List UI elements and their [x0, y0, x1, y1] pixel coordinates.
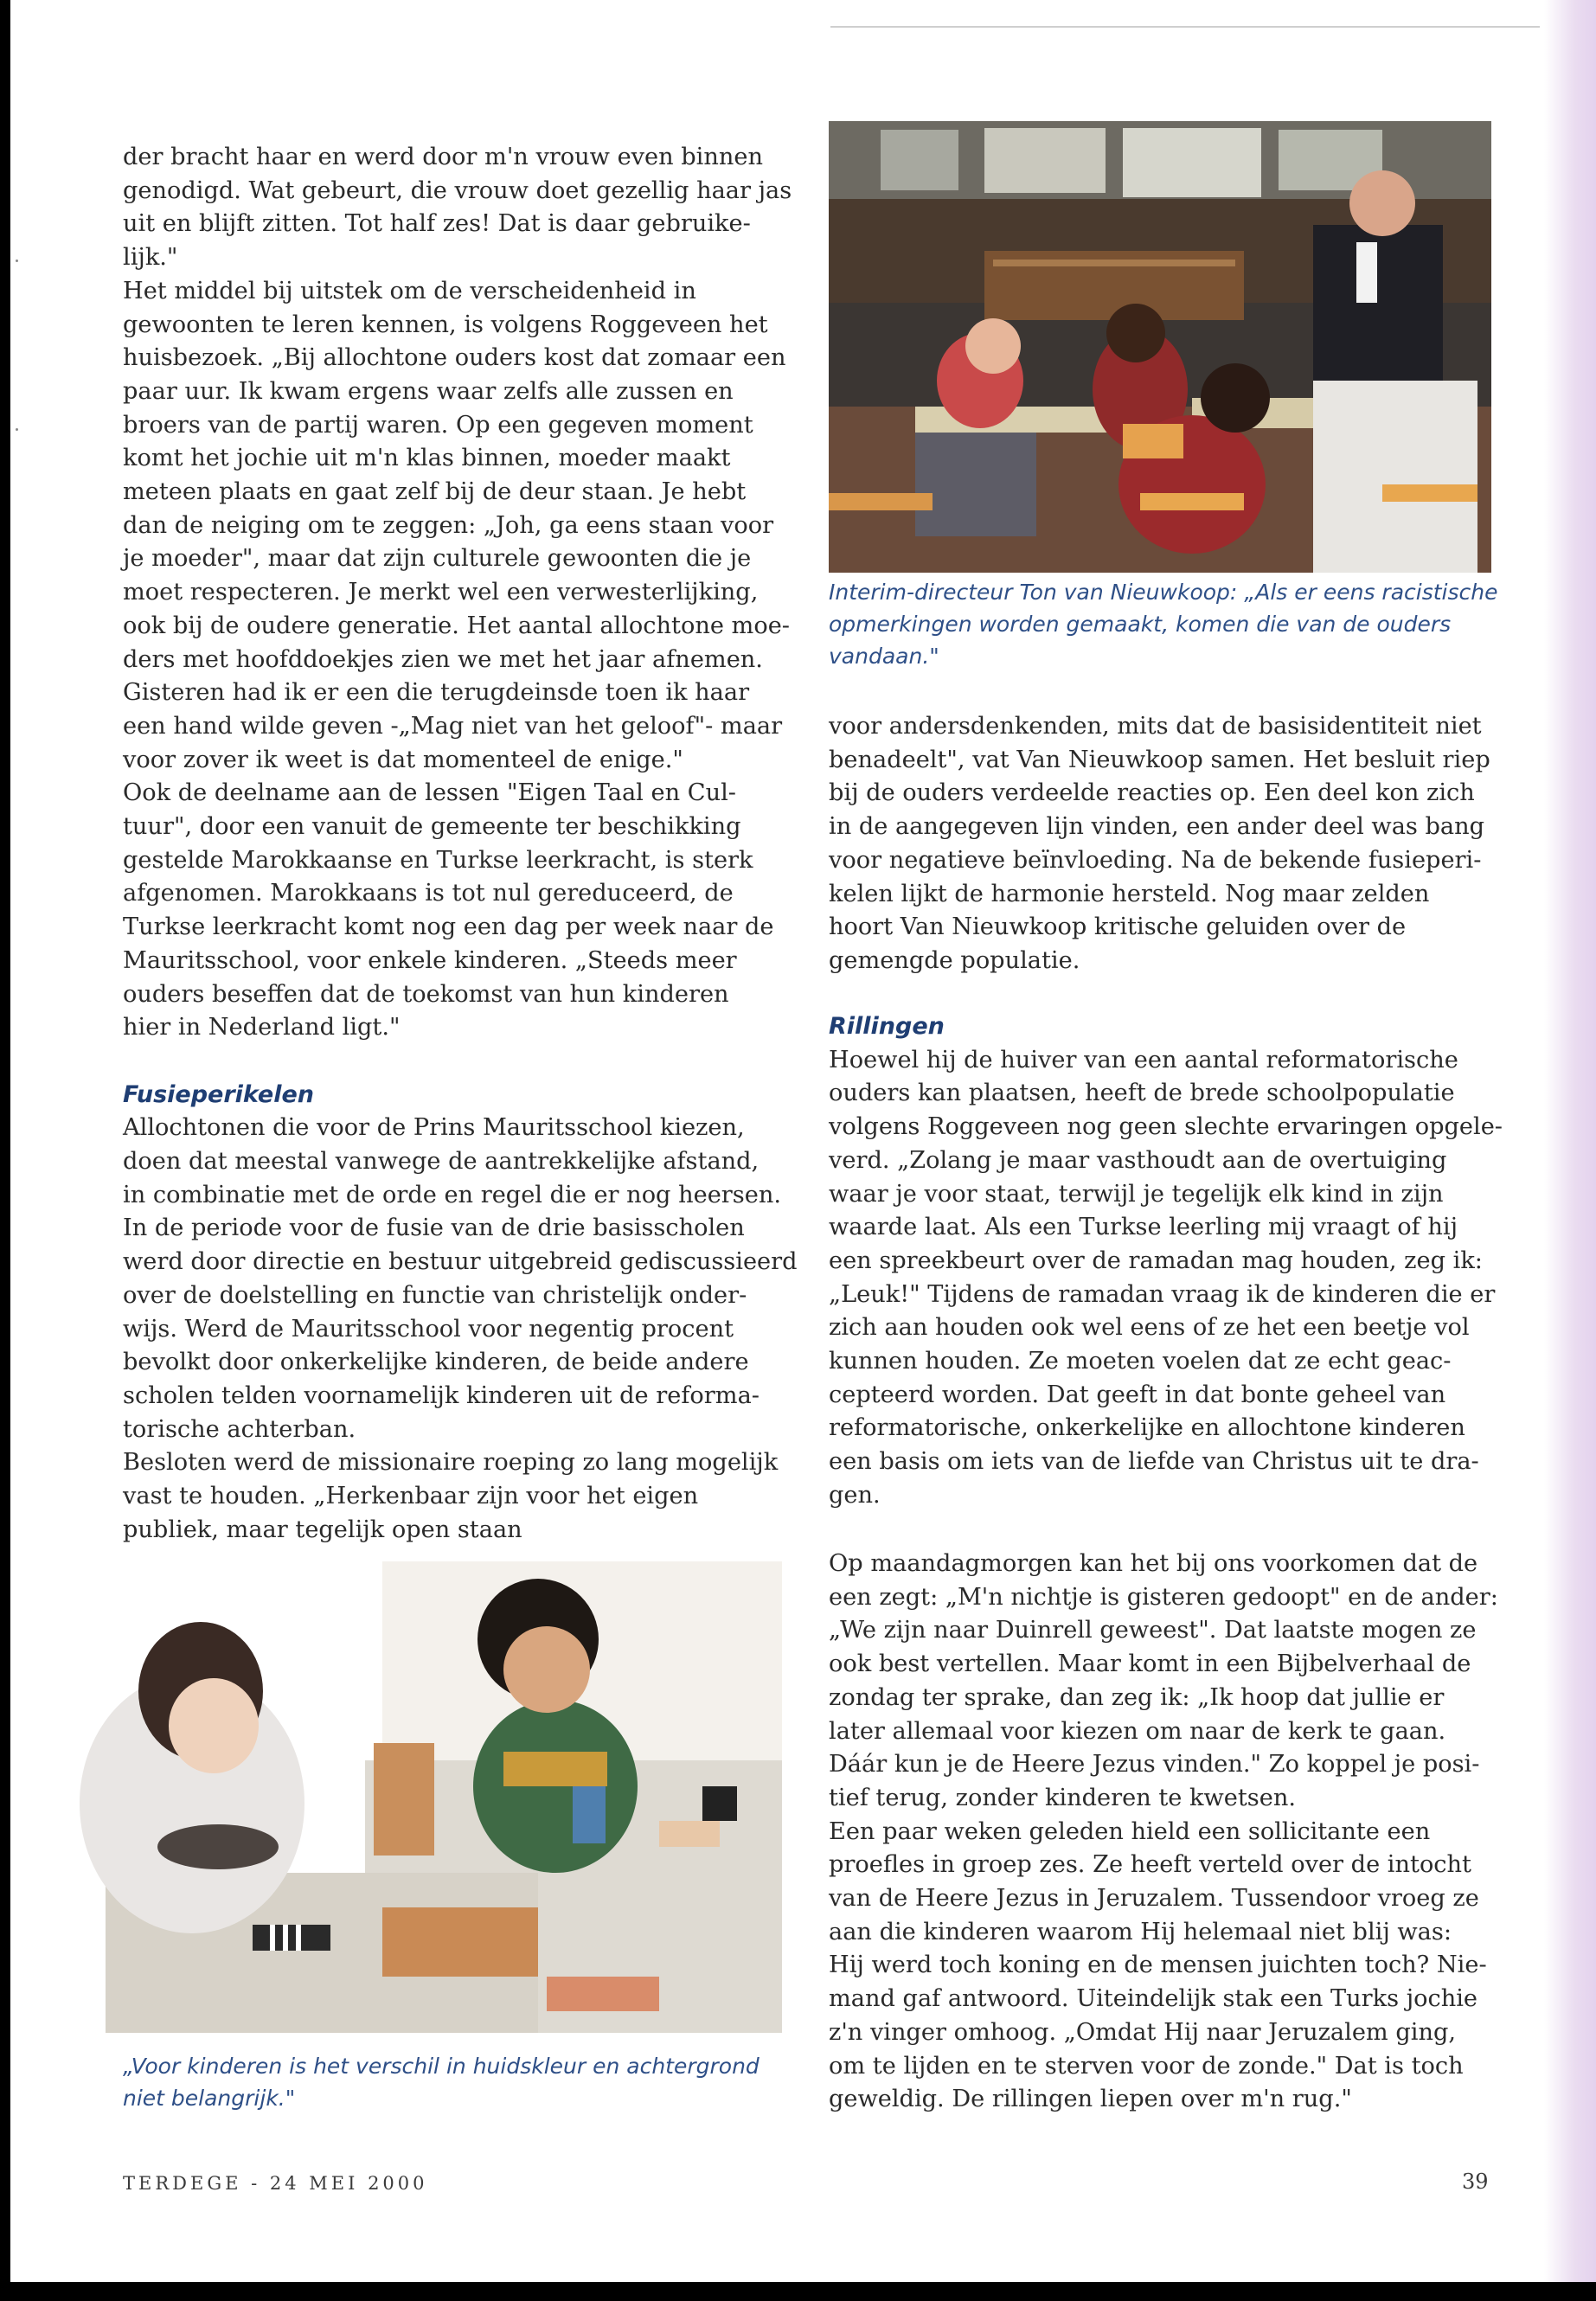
body-line: reformatorische, onkerkelijke en allochtone kinderen — [829, 1414, 1465, 1442]
body-line: volgens Roggeveen nog geen slechte ervaringen opgele- — [829, 1113, 1503, 1141]
body-line: komt het jochie uit m'n klas binnen, moeder maakt — [123, 445, 731, 472]
body-line: Gisteren had ik er een die terugdeinsde toen ik haar — [123, 679, 750, 707]
scan-speck — [16, 428, 18, 431]
body-line: broers van de partij waren. Op een gegeven moment — [123, 411, 753, 439]
body-line: torische achterban. — [123, 1415, 356, 1443]
body-line: om te lijden en te sterven voor de zonde." Dat is toch — [829, 2052, 1464, 2080]
body-line: afgenomen. Marokkaans is tot nul gereduceerd, de — [123, 880, 734, 907]
right-column-rillingen — [829, 1010, 1503, 1513]
body-line: wijs. Werd de Mauritsschool voor negentig procent — [123, 1315, 734, 1343]
body-line: bevolkt door onkerkelijke kinderen, de beide andere — [123, 1349, 749, 1376]
body-line: genodigd. Wat gebeurt, die vrouw doet gezellig haar jas — [123, 176, 792, 204]
top-rule — [830, 26, 1540, 28]
scan-edge-left — [0, 0, 10, 2301]
photo-caption-director — [829, 576, 1498, 672]
body-line: een spreekbeurt over de ramadan mag houden, zeg ik: — [829, 1247, 1483, 1274]
body-line: een zegt: „M'n nichtje is gisteren gedoopt" en de ander: — [829, 1583, 1498, 1611]
body-line: ders met hoofddoekjes zien we met het jaar afnemen. — [123, 645, 763, 673]
body-line: In de periode voor de fusie van de drie basisscholen — [123, 1215, 745, 1242]
photo-children-at-table — [54, 1561, 782, 2033]
body-line: je moeder", maar dat zijn culturele gewoonten die je — [123, 545, 752, 573]
body-line: tuur", door een vanuit de gemeente ter beschikking — [123, 813, 741, 841]
body-line: gestelde Marokkaanse en Turkse leerkracht, is sterk — [123, 846, 753, 874]
body-line: ook best vertellen. Maar komt in een Bijbelverhaal de — [829, 1650, 1471, 1678]
body-line: Ook de deelname aan de lessen "Eigen Taal en Cul- — [123, 779, 736, 807]
body-line: zondag ter sprake, dan zeg ik: „Ik hoop dat jullie er — [829, 1683, 1445, 1711]
scan-edge-bottom — [0, 2282, 1596, 2301]
body-line: Hij werd toch koning en de mensen juichten toch? Nie- — [829, 1952, 1487, 1979]
body-line: een hand wilde geven -„Mag niet van het geloof"- maar — [123, 712, 783, 740]
body-line: scholen telden voornamelijk kinderen uit de reforma- — [123, 1382, 760, 1409]
body-line: Dáár kun je de Heere Jezus vinden." Zo koppel je posi- — [829, 1751, 1480, 1779]
section-heading-rillingen: Rillingen — [829, 1013, 945, 1040]
body-line: over de doelstelling en functie van christelijk onder- — [123, 1281, 747, 1309]
body-line: voor negatieve beïnvloeding. Na de bekende fusieperi- — [829, 846, 1482, 874]
body-line: van de Heere Jezus in Jeruzalem. Tussendoor vroeg ze — [829, 1885, 1479, 1913]
caption-line: Interim-directeur Ton van Nieuwkoop: „Als er eens racistische — [829, 580, 1498, 605]
left-column — [123, 141, 798, 1548]
body-line: benadeelt", vat Van Nieuwkoop samen. Het besluit riep — [829, 746, 1490, 773]
body-line: dan de neiging om te zeggen: „Joh, ga eens staan voor — [123, 511, 774, 539]
photo-caption-children — [123, 2050, 760, 2114]
body-line: voor andersdenkenden, mits dat de basisidentiteit niet — [829, 713, 1482, 740]
body-line: meteen plaats en gaat zelf bij de deur staan. Je hebt — [123, 478, 747, 506]
photo-classroom-director — [829, 121, 1491, 573]
body-line: een basis om iets van de liefde van Christus uit te dra- — [829, 1448, 1479, 1476]
caption-line: opmerkingen worden gemaakt, komen die van de ouders — [829, 612, 1452, 637]
body-line: „We zijn naar Duinrell geweest". Dat laatste mogen ze — [829, 1617, 1477, 1644]
body-line: gewoonten te leren kennen, is volgens Roggeveen het — [123, 311, 768, 338]
body-line: aan die kinderen waarom Hij helemaal niet blij was: — [829, 1918, 1452, 1945]
body-line: lijk." — [123, 244, 178, 272]
body-line: waar je voor staat, terwijl je tegelijk elk kind in zijn — [829, 1180, 1444, 1208]
body-line: waarde laat. Als een Turkse leerling mij vraagt of hij — [829, 1214, 1458, 1241]
caption-line: niet belangrijk." — [123, 2086, 296, 2111]
body-line: cepteerd worden. Dat geeft in dat bonte geheel van — [829, 1381, 1446, 1408]
body-line: Turkse leerkracht komt nog een dag per week naar de — [123, 913, 774, 941]
body-line: der bracht haar en werd door m'n vrouw even binnen — [123, 144, 763, 170]
body-line: publiek, maar tegelijk open staan — [123, 1516, 522, 1543]
body-line: kelen lijkt de harmonie hersteld. Nog maar zelden — [829, 880, 1430, 907]
body-line: werd door directie en bestuur uitgebreid gediscussieerd — [123, 1248, 798, 1276]
footer-publication: TERDEGE - 24 MEI 2000 — [123, 2173, 428, 2194]
caption-line: vandaan." — [829, 644, 939, 669]
body-line: verd. „Zolang je maar vasthoudt aan de overtuiging — [829, 1146, 1447, 1174]
body-line: Hoewel hij de huiver van een aantal reformatorische — [829, 1046, 1458, 1074]
body-line: voor zover ik weet is dat momenteel de enige." — [123, 746, 683, 773]
body-line: gemengde populatie. — [829, 946, 1080, 974]
body-line: ouders beseffen dat de toekomst van hun kinderen — [123, 980, 729, 1008]
body-line: mand gaf antwoord. Uiteindelijk stak een Turks jochie — [829, 1985, 1478, 2013]
body-line: in combinatie met de orde en regel die er nog heersen. — [123, 1181, 781, 1208]
body-line: proefles in groep zes. Ze heeft verteld over de intocht — [829, 1851, 1471, 1879]
body-line: geweldig. De rillingen liepen over m'n rug." — [829, 2086, 1352, 2113]
body-line: ook bij de oudere generatie. Het aantal allochtone moe- — [123, 612, 790, 639]
body-line: Mauritsschool, voor enkele kinderen. „Steeds meer — [123, 946, 737, 974]
body-line: Op maandagmorgen kan het bij ons voorkomen dat de — [829, 1550, 1478, 1577]
scan-speck — [16, 260, 18, 262]
caption-line: „Voor kinderen is het verschil in huidskleur en achtergrond — [123, 2054, 760, 2079]
body-line: z'n vinger omhoog. „Omdat Hij naar Jeruzalem ging, — [829, 2018, 1456, 2046]
scan-edge-right — [1544, 0, 1596, 2282]
section-heading-fusieperikelen: Fusieperikelen — [123, 1080, 315, 1108]
body-line: Het middel bij uitstek om de verscheidenheid in — [123, 277, 696, 304]
right-column-bottom — [829, 1548, 1498, 2117]
body-line: hoort Van Nieuwkoop kritische geluiden over de — [829, 913, 1407, 941]
body-line: doen dat meestal vanwege de aantrekkelijke afstand, — [123, 1148, 760, 1176]
body-line: uit en blijft zitten. Tot half zes! Dat is daar gebruike- — [123, 210, 751, 238]
page-number: 39 — [1462, 2170, 1489, 2194]
body-line: zich aan houden ook wel eens of ze het een beetje vol — [829, 1314, 1470, 1342]
body-line: ouders kan plaatsen, heeft de brede schoolpopulatie — [829, 1080, 1455, 1107]
body-line: in de aangegeven lijn vinden, een ander deel was bang — [829, 813, 1485, 841]
body-line: gen. — [829, 1481, 881, 1509]
body-line: moet respecteren. Je merkt wel een verwesterlijking, — [123, 579, 759, 606]
body-line: later allemaal voor kiezen om naar de kerk te gaan. — [829, 1717, 1446, 1745]
body-line: Allochtonen die voor de Prins Mauritsschool kiezen, — [123, 1114, 745, 1142]
body-line: vast te houden. „Herkenbaar zijn voor het eigen — [123, 1483, 699, 1510]
body-line: paar uur. Ik kwam ergens waar zelfs alle zussen en — [123, 377, 734, 405]
body-line: tief terug, zonder kinderen te kwetsen. — [829, 1784, 1296, 1811]
right-column-top — [829, 710, 1495, 978]
body-line: kunnen houden. Ze moeten voelen dat ze echt geac- — [829, 1348, 1452, 1375]
body-line: „Leuk!" Tijdens de ramadan vraag ik de kinderen die er — [829, 1280, 1496, 1308]
body-line: Een paar weken geleden hield een sollicitante een — [829, 1817, 1431, 1845]
body-line: bij de ouders verdeelde reacties op. Een deel kon zich — [829, 779, 1475, 807]
body-line: hier in Nederland ligt." — [123, 1014, 401, 1042]
body-line: Besloten werd de missionaire roeping zo lang mogelijk — [123, 1449, 779, 1477]
body-line: huisbezoek. „Bij allochtone ouders kost dat zomaar een — [123, 344, 786, 372]
